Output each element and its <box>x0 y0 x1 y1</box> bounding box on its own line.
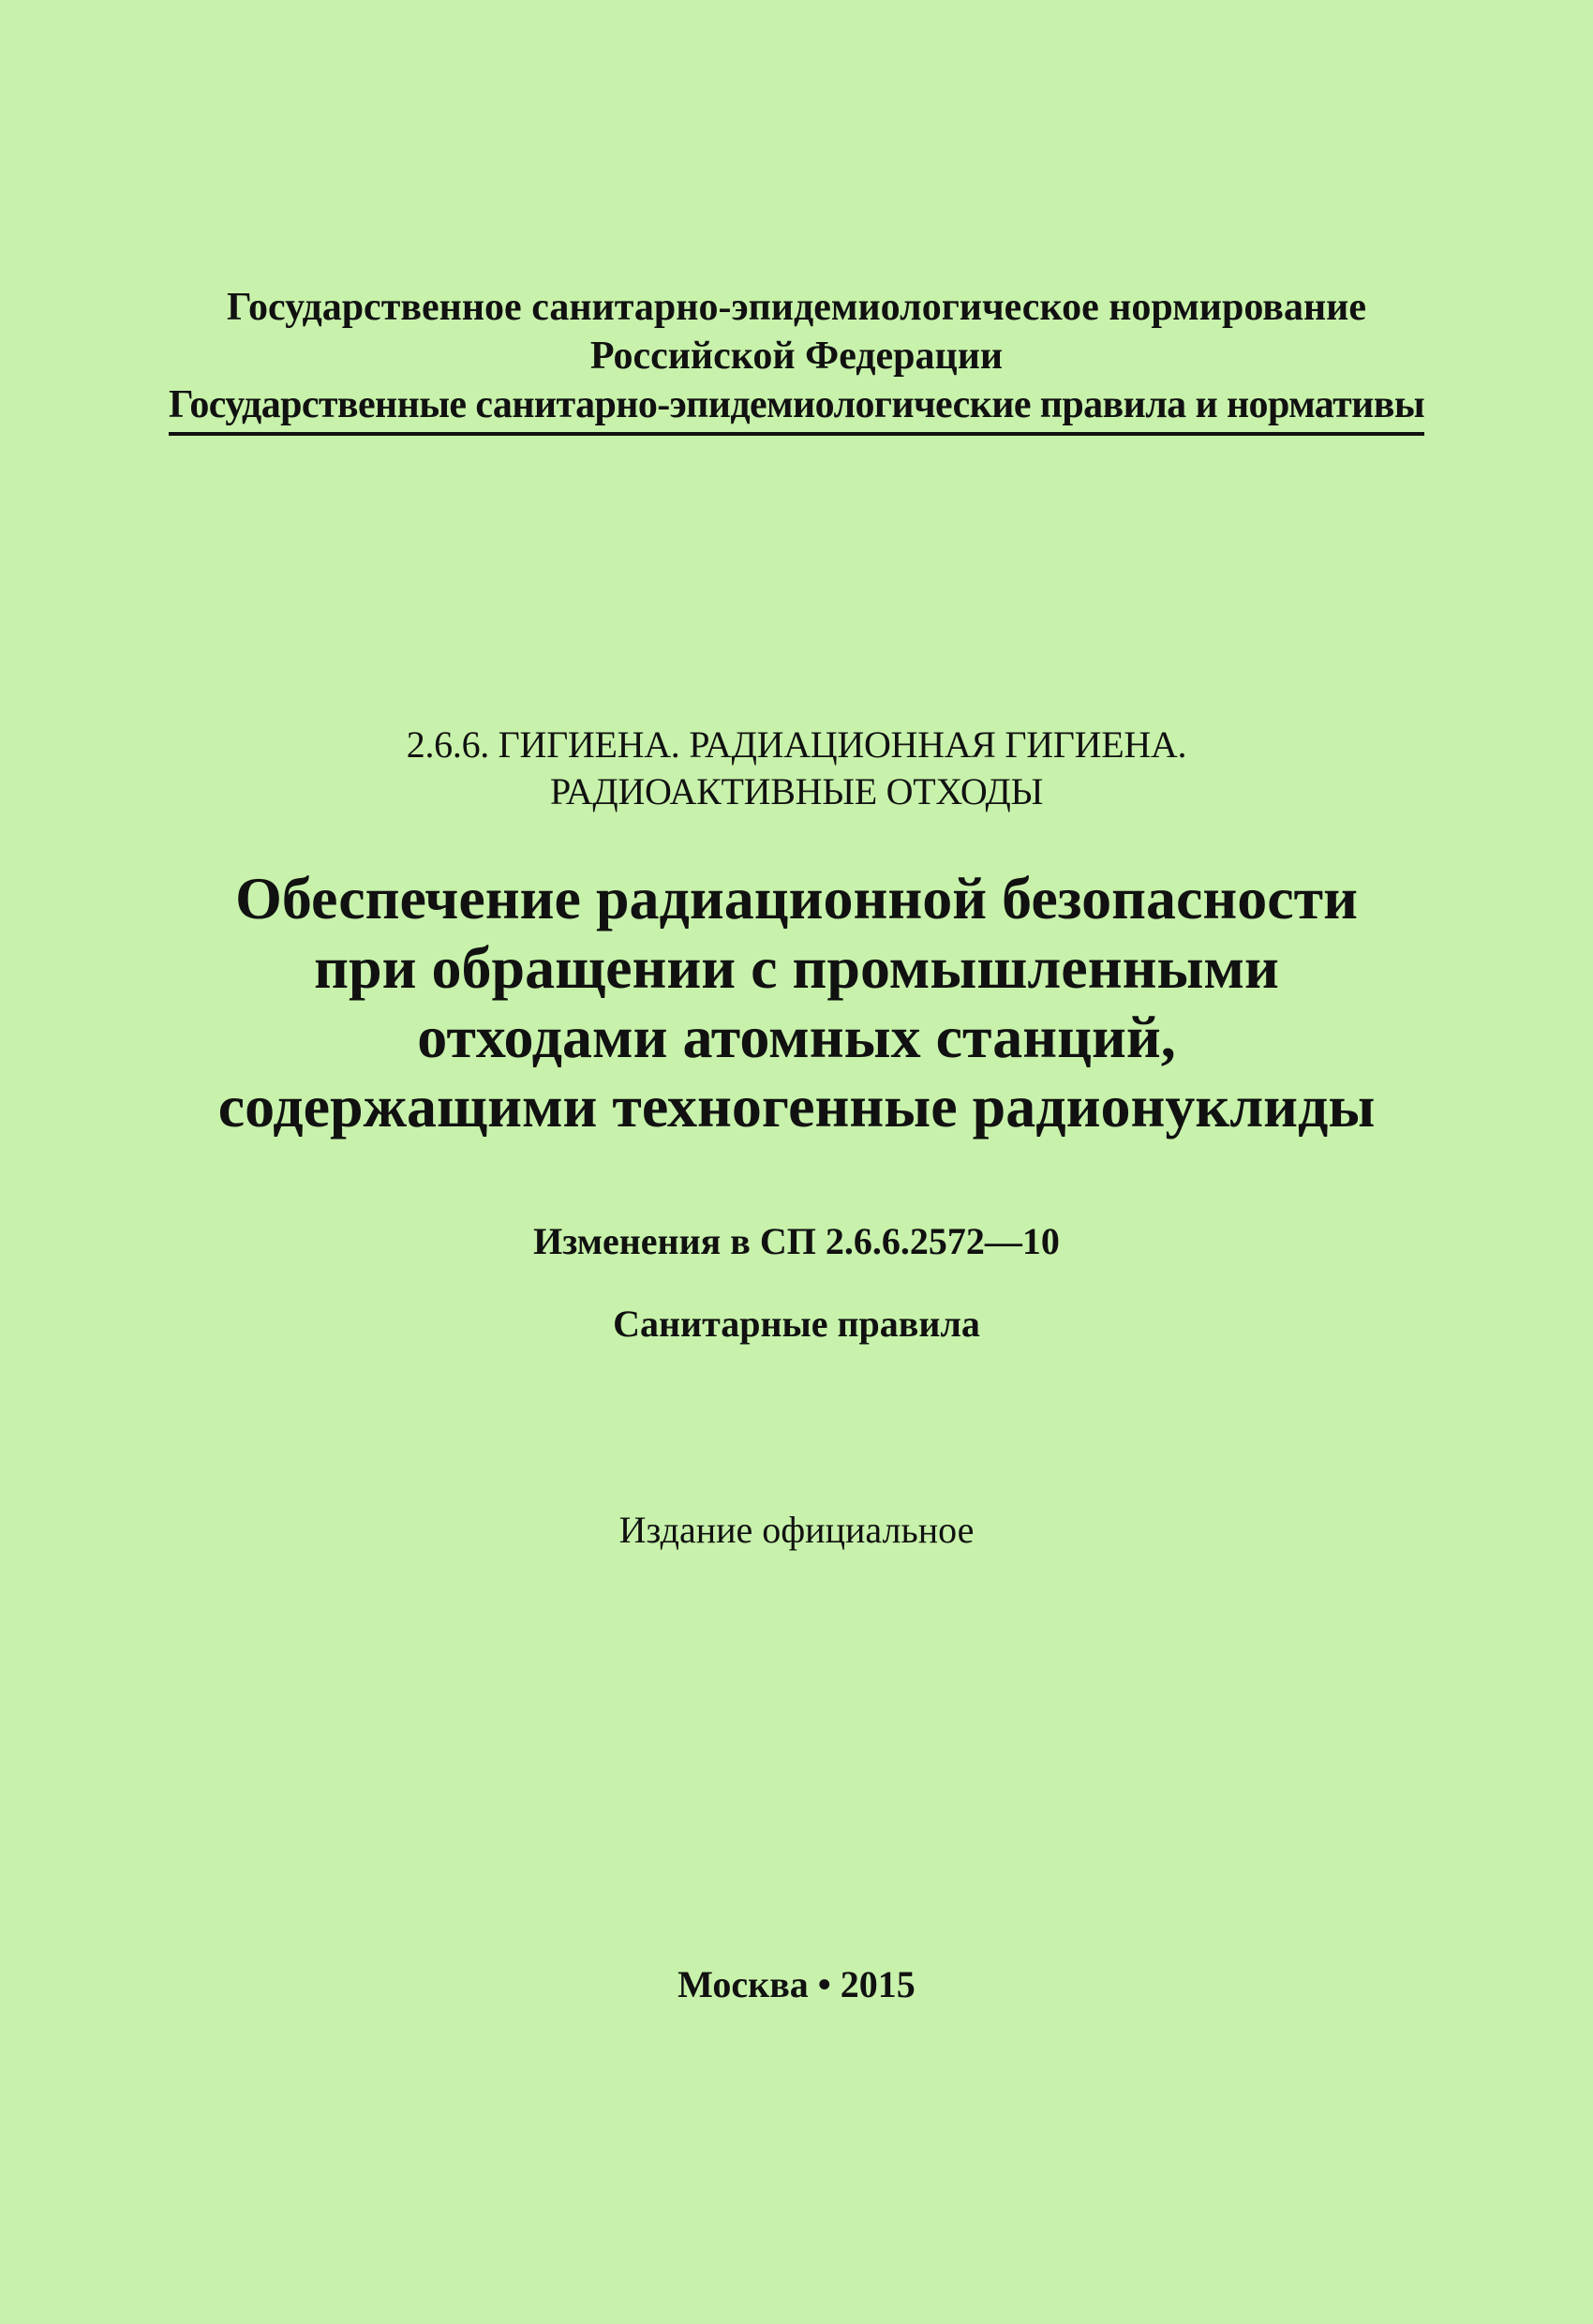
city-year: Москва • 2015 <box>677 1963 916 2005</box>
title-line-1: Обеспечение радиационной безопасности <box>235 865 1358 931</box>
title-line-2: при обращении с промышленными <box>314 934 1279 1001</box>
changes-line: Изменения в СП 2.6.6.2572—10 <box>533 1220 1060 1262</box>
edition-label: Издание официальное <box>618 1509 975 1551</box>
header-line-1: Государственное санитарно-эпидемиологическое нормирование <box>226 286 1366 329</box>
section-line-1: 2.6.6. ГИГИЕНА. РАДИАЦИОННАЯ ГИГИЕНА. <box>406 723 1187 766</box>
rules-type: Санитарные правила <box>613 1303 980 1345</box>
section-line-2: РАДИОАКТИВНЫЕ ОТХОДЫ <box>549 770 1044 812</box>
section-heading <box>0 722 1593 815</box>
title-line-4: содержащими техногенные радионуклиды <box>217 1073 1376 1140</box>
header-line-2: Российской Федерации <box>589 335 1004 378</box>
header-block <box>0 283 1593 436</box>
title-line-3: отходами атомных станций, <box>417 1004 1176 1070</box>
document-title <box>0 864 1593 1141</box>
header-line-3-underlined: Государственные санитарно-эпидемиологические правила и нормативы <box>169 380 1424 436</box>
